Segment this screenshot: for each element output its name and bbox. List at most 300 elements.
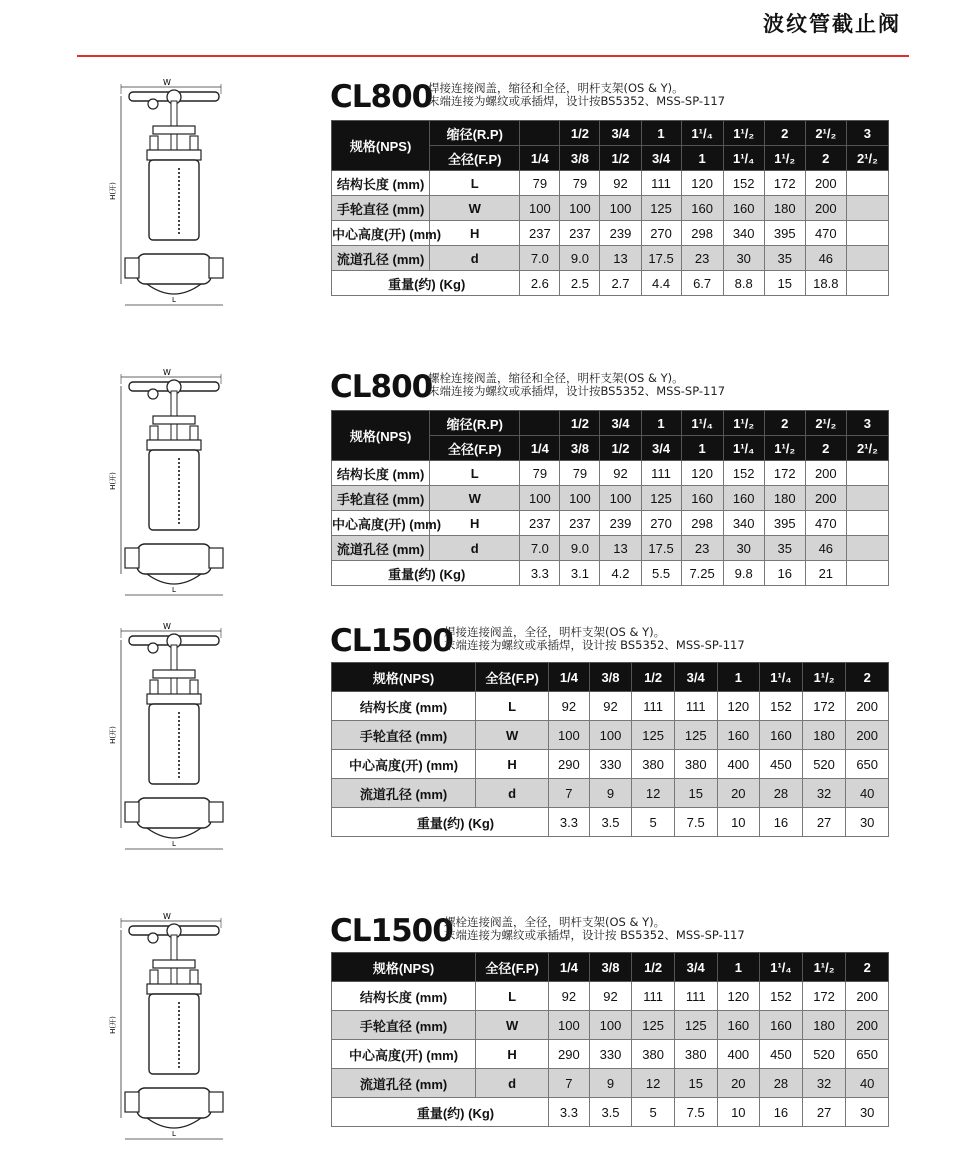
row-symbol: d [476,1069,549,1098]
table-cell: 17.5 [641,536,681,561]
table-cell: 92 [549,982,590,1011]
weight-cell: 3.3 [520,561,560,586]
fp-cell: 1¹/₄ [760,663,803,692]
row-label: 结构长度 (mm) [332,461,430,486]
fp-cell: 2 [805,146,846,171]
dim-w-label: W [163,78,171,87]
table-cell: 100 [549,1011,590,1040]
table-cell [846,221,888,246]
table-cell: 100 [520,486,560,511]
valve-drawing [95,76,235,316]
row-symbol: H [476,750,549,779]
row-label: 结构长度 (mm) [332,982,476,1011]
table-cell: 125 [674,721,717,750]
table-cell: 100 [560,486,600,511]
table-cell: 15 [674,779,717,808]
fp-cell: 2¹/₂ [846,146,888,171]
fp-cell: 3/8 [589,953,632,982]
dim-h-label: H(开) [109,726,117,744]
fp-header: 全径(F.P) [430,436,520,461]
table-cell: 160 [681,486,723,511]
table-cell: 160 [723,196,764,221]
table-row [332,221,889,246]
fp-cell: 3/8 [589,663,632,692]
table-cell: 200 [805,196,846,221]
table-cell: 13 [600,246,641,271]
table-cell: 237 [560,511,600,536]
fp-cell: 1¹/₄ [723,146,764,171]
table-cell: 650 [846,750,889,779]
page-title: 波纹管截止阀 [763,12,901,36]
row-symbol: d [430,536,520,561]
model-title: CL800 [330,79,433,115]
table-row [332,486,889,511]
table-cell: 340 [723,221,764,246]
fp-cell: 3/8 [560,436,600,461]
table-cell: 32 [802,779,846,808]
model-title: CL800 [330,369,433,405]
table-cell: 12 [632,779,675,808]
table-cell: 395 [764,221,805,246]
spec-table [331,952,889,1127]
table-cell: 30 [723,246,764,271]
table-cell: 270 [641,221,681,246]
table-cell: 7.0 [520,246,560,271]
description-line-1: 焊接连接阀盖，缩径和全径，明杆支架(OS & Y)。 [428,81,684,95]
table-cell: 239 [600,221,641,246]
row-symbol: H [430,221,520,246]
table-cell: 12 [632,1069,675,1098]
table-cell: 172 [802,692,846,721]
table-row [332,779,889,808]
weight-row [332,271,889,296]
row-symbol: H [476,1040,549,1069]
dim-h-label: H(开) [109,182,117,200]
description-line-1: 螺栓连接阀盖，缩径和全径，明杆支架(OS & Y)。 [428,371,684,385]
fp-cell: 3/4 [674,953,717,982]
table-cell: 200 [846,982,889,1011]
row-label: 手轮直径 (mm) [332,196,430,221]
table-cell: 160 [760,721,803,750]
dim-l-label: L [172,1130,176,1138]
weight-cell: 15 [764,271,805,296]
weight-cell: 3.3 [549,808,590,837]
rp-cell: 1¹/₂ [723,411,764,436]
title-divider [77,55,909,57]
row-symbol: W [430,196,520,221]
table-cell: 380 [632,1040,675,1069]
table-cell: 20 [717,779,760,808]
weight-cell: 5 [632,808,675,837]
table-cell: 111 [641,171,681,196]
description-line-2: 末端连接为螺纹或承插焊，设计按 BS5352、MSS-SP-117 [444,638,745,652]
table-cell: 180 [802,721,846,750]
table-cell: 172 [764,461,805,486]
table-cell: 9 [589,779,632,808]
valve-section-cl800-welded [0,76,963,316]
table-cell: 520 [802,750,846,779]
weight-cell: 30 [846,1098,889,1127]
weight-cell: 16 [760,1098,803,1127]
fp-cell: 1/4 [520,436,560,461]
row-label: 结构长度 (mm) [332,171,430,196]
weight-label: 重量(约) (Kg) [332,561,520,586]
fp-cell: 1¹/₄ [723,436,764,461]
table-cell: 46 [805,536,846,561]
table-cell: 470 [805,221,846,246]
rp-cell: 1¹/₄ [681,411,723,436]
table-cell: 330 [589,750,632,779]
table-cell: 160 [681,196,723,221]
weight-row [332,808,889,837]
weight-cell: 3.3 [549,1098,590,1127]
weight-cell: 4.2 [600,561,641,586]
table-cell: 111 [632,692,675,721]
dim-l-label: L [172,296,176,304]
row-label: 中心高度(开) (mm) [332,511,430,536]
model-title: CL1500 [330,623,453,659]
weight-cell: 27 [802,1098,846,1127]
table-cell: 200 [846,721,889,750]
table-row [332,982,889,1011]
rp-header: 缩径(R.P) [430,411,520,436]
weight-cell: 18.8 [805,271,846,296]
weight-cell: 27 [802,808,846,837]
weight-cell: 2.5 [560,271,600,296]
table-cell: 470 [805,511,846,536]
table-cell: 270 [641,511,681,536]
table-cell: 152 [760,982,803,1011]
table-cell: 160 [723,486,764,511]
fp-cell: 1¹/₄ [760,953,803,982]
rp-cell: 3 [846,411,888,436]
rp-cell: 2¹/₂ [805,121,846,146]
table-cell: 28 [760,779,803,808]
table-cell: 100 [520,196,560,221]
table-cell: 7 [549,779,590,808]
table-cell: 111 [674,692,717,721]
table-cell: 200 [805,486,846,511]
table-cell: 160 [760,1011,803,1040]
table-cell: 100 [589,721,632,750]
valve-section-cl800-bolted [0,366,963,606]
table-cell: 180 [802,1011,846,1040]
table-cell: 200 [805,461,846,486]
rp-cell [520,121,560,146]
table-cell: 111 [674,982,717,1011]
table-cell: 120 [681,171,723,196]
table-cell: 79 [520,171,560,196]
fp-header: 全径(F.P) [476,663,549,692]
table-cell: 40 [846,1069,889,1098]
weight-cell: 8.8 [723,271,764,296]
nps-header: 规格(NPS) [332,121,430,171]
fp-cell: 1/4 [549,953,590,982]
fp-cell: 3/4 [641,436,681,461]
fp-cell: 3/8 [560,146,600,171]
dim-w-label: W [163,622,171,631]
table-cell: 111 [632,982,675,1011]
table-cell: 330 [589,1040,632,1069]
row-symbol: d [430,246,520,271]
rp-cell: 1/2 [560,411,600,436]
table-cell: 400 [717,750,760,779]
table-cell: 23 [681,536,723,561]
table-row [332,721,889,750]
table-cell: 340 [723,511,764,536]
fp-header: 全径(F.P) [476,953,549,982]
table-cell [846,486,888,511]
table-row [332,171,889,196]
table-cell: 120 [681,461,723,486]
table-cell: 237 [520,511,560,536]
rp-header: 缩径(R.P) [430,121,520,146]
fp-cell: 1¹/₂ [802,953,846,982]
weight-cell: 16 [760,808,803,837]
valve-drawing [95,910,235,1150]
row-label: 中心高度(开) (mm) [332,1040,476,1069]
fp-cell: 1¹/₂ [764,146,805,171]
table-row [332,692,889,721]
weight-cell: 5.5 [641,561,681,586]
spec-table [331,662,889,837]
weight-cell: 7.25 [681,561,723,586]
rp-cell [520,411,560,436]
weight-cell: 5 [632,1098,675,1127]
weight-label: 重量(约) (Kg) [332,808,549,837]
table-cell: 100 [600,486,641,511]
weight-cell [846,561,888,586]
fp-cell: 1¹/₂ [764,436,805,461]
table-cell: 200 [805,171,846,196]
row-label: 流道孔径 (mm) [332,246,430,271]
row-label: 流道孔径 (mm) [332,779,476,808]
table-cell: 23 [681,246,723,271]
row-symbol: W [430,486,520,511]
table-cell: 125 [641,486,681,511]
table-cell: 92 [549,692,590,721]
table-row [332,536,889,561]
row-label: 流道孔径 (mm) [332,1069,476,1098]
table-cell: 79 [520,461,560,486]
table-cell: 380 [674,750,717,779]
weight-label: 重量(约) (Kg) [332,1098,549,1127]
description-line-1: 焊接连接阀盖，全径，明杆支架(OS & Y)。 [444,625,666,639]
table-cell: 395 [764,511,805,536]
table-cell: 17.5 [641,246,681,271]
table-cell: 15 [674,1069,717,1098]
table-cell: 7 [549,1069,590,1098]
weight-cell: 6.7 [681,271,723,296]
table-cell: 35 [764,246,805,271]
table-cell: 520 [802,1040,846,1069]
weight-cell: 3.5 [589,1098,632,1127]
dim-l-label: L [172,840,176,848]
fp-cell: 1 [681,436,723,461]
weight-label: 重量(约) (Kg) [332,271,520,296]
table-cell: 46 [805,246,846,271]
description-line-2: 末端连接为螺纹或承插焊，设计按 BS5352、MSS-SP-117 [444,928,745,942]
row-symbol: L [476,692,549,721]
fp-cell: 1 [717,953,760,982]
fp-cell: 1 [717,663,760,692]
spec-table [331,120,889,296]
table-cell [846,536,888,561]
valve-drawing [95,366,235,606]
dim-w-label: W [163,368,171,377]
table-row [332,511,889,536]
weight-cell [846,271,888,296]
rp-cell: 3 [846,121,888,146]
table-row [332,461,889,486]
table-cell: 92 [589,982,632,1011]
table-cell: 40 [846,779,889,808]
table-cell: 111 [641,461,681,486]
table-cell: 200 [846,1011,889,1040]
dim-l-label: L [172,586,176,594]
weight-cell: 2.7 [600,271,641,296]
weight-cell: 10 [717,1098,760,1127]
table-cell: 160 [717,1011,760,1040]
fp-cell: 2¹/₂ [846,436,888,461]
spec-table [331,410,889,586]
description-line-2: 末端连接为螺纹或承插焊，设计按BS5352、MSS-SP-117 [428,384,726,398]
fp-cell: 2 [846,953,889,982]
row-label: 结构长度 (mm) [332,692,476,721]
weight-cell: 16 [764,561,805,586]
table-cell: 100 [600,196,641,221]
valve-drawing [95,620,235,860]
description-line-1: 螺栓连接阀盖，全径，明杆支架(OS & Y)。 [444,915,666,929]
weight-cell: 4.4 [641,271,681,296]
weight-cell: 2.6 [520,271,560,296]
table-cell: 9 [589,1069,632,1098]
table-cell: 180 [764,486,805,511]
fp-cell: 1/2 [632,953,675,982]
weight-cell: 9.8 [723,561,764,586]
fp-cell: 1/4 [520,146,560,171]
weight-row [332,561,889,586]
table-row [332,1040,889,1069]
table-cell: 92 [600,171,641,196]
weight-row [332,1098,889,1127]
table-cell: 92 [600,461,641,486]
weight-cell: 10 [717,808,760,837]
table-cell: 92 [589,692,632,721]
fp-cell: 3/4 [674,663,717,692]
row-label: 中心高度(开) (mm) [332,750,476,779]
table-cell: 20 [717,1069,760,1098]
fp-cell: 3/4 [641,146,681,171]
weight-cell: 30 [846,808,889,837]
table-row [332,1011,889,1040]
table-cell: 290 [549,1040,590,1069]
table-cell: 79 [560,461,600,486]
table-cell: 450 [760,750,803,779]
table-cell: 9.0 [560,536,600,561]
fp-cell: 1¹/₂ [802,663,846,692]
dim-h-label: H(开) [109,1016,117,1034]
model-title: CL1500 [330,913,453,949]
table-row [332,750,889,779]
row-label: 手轮直径 (mm) [332,486,430,511]
table-cell [846,171,888,196]
fp-cell: 1/4 [549,663,590,692]
table-cell: 32 [802,1069,846,1098]
fp-cell: 1 [681,146,723,171]
rp-cell: 1¹/₄ [681,121,723,146]
table-cell: 172 [802,982,846,1011]
table-cell: 450 [760,1040,803,1069]
fp-cell: 1/2 [632,663,675,692]
rp-cell: 2¹/₂ [805,411,846,436]
rp-cell: 1¹/₂ [723,121,764,146]
table-cell: 152 [723,461,764,486]
table-cell [846,196,888,221]
fp-cell: 2 [805,436,846,461]
dim-h-label: H(开) [109,472,117,490]
table-cell [846,246,888,271]
weight-cell: 7.5 [674,1098,717,1127]
table-cell: 298 [681,511,723,536]
fp-cell: 1/2 [600,436,641,461]
table-cell: 650 [846,1040,889,1069]
weight-cell: 3.1 [560,561,600,586]
row-label: 中心高度(开) (mm) [332,221,430,246]
rp-cell: 3/4 [600,411,641,436]
row-symbol: L [430,171,520,196]
row-symbol: L [476,982,549,1011]
dim-w-label: W [163,912,171,921]
table-cell: 100 [549,721,590,750]
valve-section-cl1500-bolted [0,910,963,1145]
rp-cell: 3/4 [600,121,641,146]
table-cell: 28 [760,1069,803,1098]
nps-header: 规格(NPS) [332,663,476,692]
fp-header: 全径(F.P) [430,146,520,171]
table-cell: 380 [632,750,675,779]
fp-cell: 1/2 [600,146,641,171]
table-cell: 125 [674,1011,717,1040]
table-cell: 13 [600,536,641,561]
row-symbol: L [430,461,520,486]
row-label: 流道孔径 (mm) [332,536,430,561]
rp-cell: 2 [764,121,805,146]
weight-cell: 3.5 [589,808,632,837]
weight-cell: 21 [805,561,846,586]
table-cell: 7.0 [520,536,560,561]
table-cell: 380 [674,1040,717,1069]
rp-cell: 1 [641,121,681,146]
row-symbol: d [476,779,549,808]
table-cell: 120 [717,982,760,1011]
nps-header: 规格(NPS) [332,411,430,461]
row-symbol: H [430,511,520,536]
table-cell: 9.0 [560,246,600,271]
table-cell: 180 [764,196,805,221]
description-line-2: 末端连接为螺纹或承插焊，设计按BS5352、MSS-SP-117 [428,94,726,108]
table-cell: 237 [520,221,560,246]
table-cell: 125 [641,196,681,221]
fp-cell: 2 [846,663,889,692]
table-row [332,1069,889,1098]
table-cell: 35 [764,536,805,561]
row-symbol: W [476,1011,549,1040]
table-cell: 152 [760,692,803,721]
nps-header: 规格(NPS) [332,953,476,982]
table-cell: 298 [681,221,723,246]
rp-cell: 2 [764,411,805,436]
